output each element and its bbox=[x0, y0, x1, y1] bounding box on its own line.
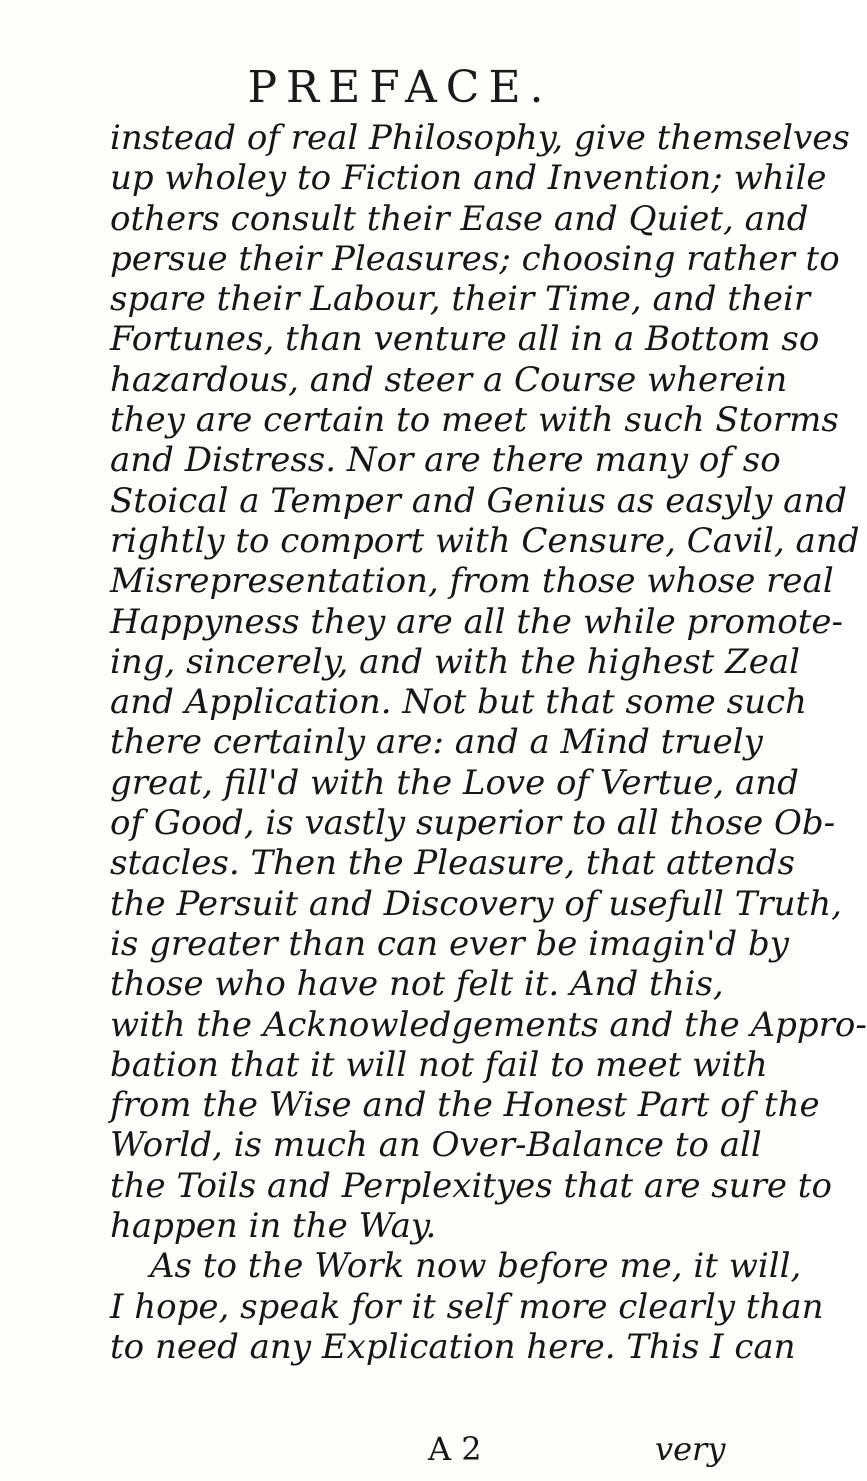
text-line: the Toils and Perplexityes that are sure to bbox=[110, 1165, 832, 1206]
text-line: is greater than can ever be imagin'd by bbox=[110, 923, 789, 964]
text-line: hazardous, and steer a Course wherein bbox=[110, 359, 788, 400]
text-line: rightly to comport with Censure, Cavil, and bbox=[110, 520, 860, 561]
text-line: persue their Pleasures; choosing rather to bbox=[110, 238, 840, 279]
text-line: instead of real Philosophy, give themselves bbox=[110, 118, 850, 158]
text-line: Misrepresentation, from those whose real bbox=[110, 561, 834, 602]
text-line: and Application. Not but that some such bbox=[110, 682, 807, 723]
text-line: happen in the Way. bbox=[110, 1206, 437, 1247]
text-line: spare their Labour, their Time, and their bbox=[110, 279, 811, 320]
text-line: and Distress. Nor are there many of so bbox=[110, 440, 781, 481]
preface-body-text bbox=[110, 118, 867, 1367]
text-line: great, fill'd with the Love of Vertue, and bbox=[110, 762, 799, 803]
text-line: bation that it will not fail to meet with bbox=[110, 1044, 768, 1085]
text-line-paragraph-start: As to the Work now before me, it will, bbox=[150, 1246, 802, 1287]
running-head: PREFACE. bbox=[247, 62, 553, 113]
text-line: the Persuit and Discovery of usefull Truth, bbox=[110, 883, 842, 924]
text-line: they are certain to meet with such Storms bbox=[110, 400, 839, 441]
text-line: Happyness they are all the while promote- bbox=[110, 601, 843, 642]
text-line: I hope, speak for it self more clearly than bbox=[110, 1286, 824, 1327]
text-line: World, is much an Over-Balance to all bbox=[110, 1125, 762, 1166]
text-line: up wholey to Fiction and Invention; while bbox=[110, 158, 827, 199]
text-line: to need any Explication here. This I can bbox=[110, 1326, 796, 1367]
page-footer bbox=[0, 1430, 800, 1474]
catchword: very bbox=[655, 1430, 726, 1468]
text-line: Stoical a Temper and Genius as easyly and bbox=[110, 480, 848, 521]
text-line: Fortunes, than venture all in a Bottom so bbox=[110, 319, 820, 360]
text-line: others consult their Ease and Quiet, and bbox=[110, 198, 809, 239]
signature-mark: A 2 bbox=[428, 1430, 482, 1468]
text-line: ing, sincerely, and with the highest Zeal bbox=[110, 641, 801, 682]
text-line: stacles. Then the Pleasure, that attends bbox=[110, 843, 795, 884]
text-line: there certainly are: and a Mind truely bbox=[110, 722, 763, 763]
text-line: from the Wise and the Honest Part of the bbox=[110, 1085, 820, 1126]
text-line: of Good, is vastly superior to all those Ob- bbox=[110, 803, 836, 844]
text-line: with the Acknowledgements and the Appro- bbox=[110, 1004, 867, 1045]
text-line: those who have not felt it. And this, bbox=[110, 964, 724, 1005]
